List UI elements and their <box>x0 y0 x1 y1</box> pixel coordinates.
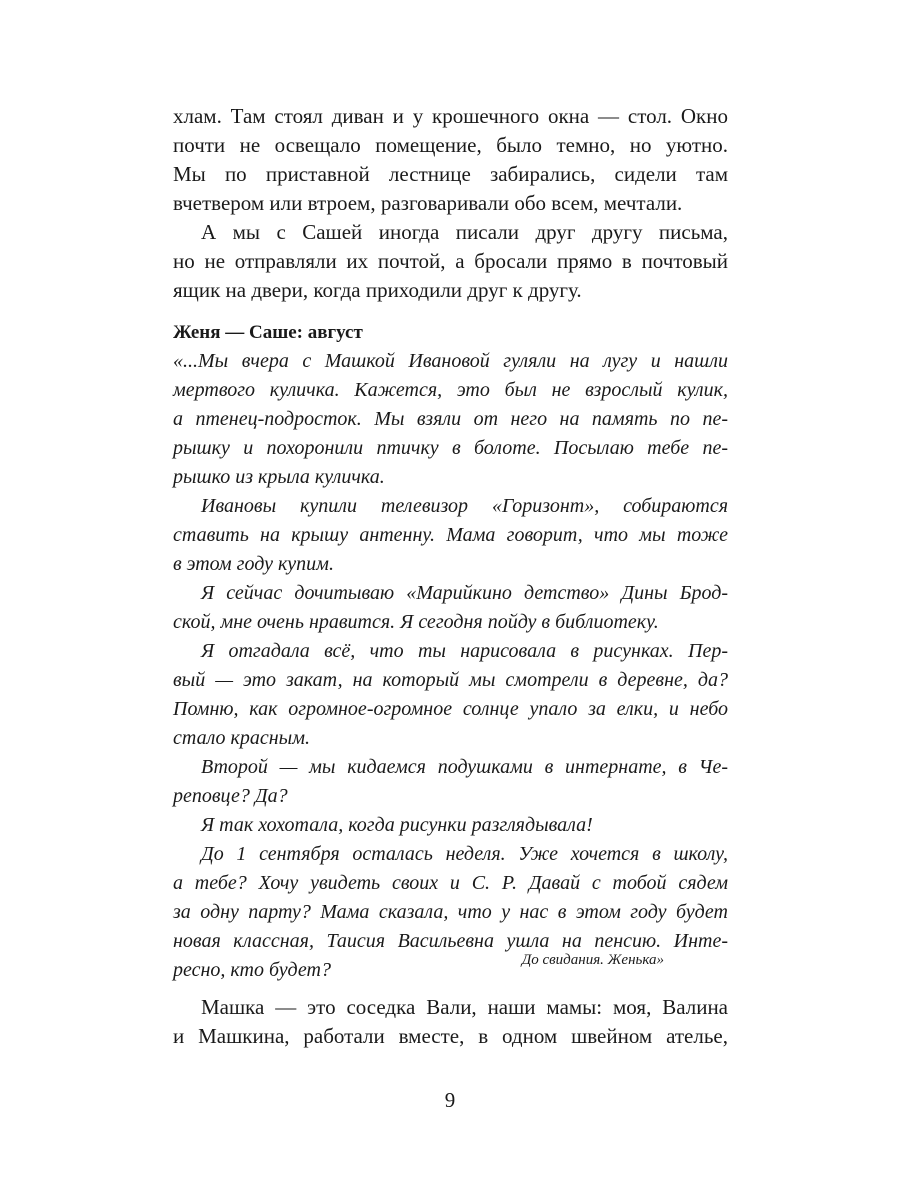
letter-line: мертвого куличка. Кажется, это был не взрослый кулик, <box>173 379 728 401</box>
text-line: и Машкина, работали вместе, в одном швейном ателье, <box>173 1024 728 1048</box>
letter-line: а тебе? Хочу увидеть своих и С. Р. Давай с тобой сядем <box>173 872 728 894</box>
letter-line: рышку и похоронили птичку в болоте. Посылаю тебе пе- <box>173 437 728 459</box>
letter-line: Я сейчас дочитываю «Марийкино детство» Дины Брод- <box>201 582 728 604</box>
letter-line: Второй — мы кидаемся подушками в интернате, в Че- <box>201 756 728 778</box>
letter-line: стало красным. <box>173 727 310 749</box>
text-line: но не отправляли их почтой, а бросали прямо в почтовый <box>173 249 728 273</box>
letter-line: в этом году купим. <box>173 553 334 575</box>
letter-line: До 1 сентября осталась неделя. Уже хочется в школу, <box>201 843 728 865</box>
text-line: Мы по приставной лестнице забирались, сидели там <box>173 162 728 186</box>
letter-line: а птенец-подросток. Мы взяли от него на память по пе- <box>173 408 728 430</box>
outro-paragraph <box>173 993 728 1051</box>
letter-line: «...Мы вчера с Машкой Ивановой гуляли на лугу и нашли <box>173 350 728 372</box>
letter-line: рышко из крыла куличка. <box>173 466 385 488</box>
letter-line: вый — это закат, на который мы смотрели в деревне, да? <box>173 669 728 691</box>
intro-paragraphs <box>173 102 728 305</box>
letter-line: Я отгадала всё, что ты нарисовала в рисунках. Пер- <box>201 640 728 662</box>
letter-heading: Женя — Саше: август <box>173 322 363 343</box>
text-line: почти не освещало помещение, было темно, но уютно. <box>173 133 728 157</box>
letter-line: ресно, кто будет? <box>173 959 331 981</box>
letter-body <box>173 347 728 985</box>
text-line: хлам. Там стоял диван и у крошечного окна — стол. Окно <box>173 104 728 128</box>
letter-line: новая классная, Таисия Васильевна ушла на пенсию. Инте- <box>173 930 728 952</box>
page-number: 9 <box>444 1088 456 1112</box>
text-line: ящик на двери, когда приходили друг к другу. <box>173 278 582 302</box>
letter-line: реповце? Да? <box>173 785 288 807</box>
letter-line: ставить на крышу антенну. Мама говорит, что мы тоже <box>173 524 728 546</box>
letter-signature: До свидания. Женька» <box>521 952 664 968</box>
text-line: Машка — это соседка Вали, наши мамы: моя, Валина <box>201 995 728 1019</box>
letter-line: ской, мне очень нравится. Я сегодня пойду в библиотеку. <box>173 611 659 633</box>
letter-line: за одну парту? Мама сказала, что у нас в этом году будет <box>173 901 728 923</box>
text-line: А мы с Сашей иногда писали друг другу письма, <box>201 220 728 244</box>
letter-line: Помню, как огромное-огромное солнце упало за елки, и небо <box>173 698 728 720</box>
letter-line: Я так хохотала, когда рисунки разглядывала! <box>201 814 593 836</box>
text-line: вчетвером или втроем, разговаривали обо всем, мечтали. <box>173 191 683 215</box>
letter-line: Ивановы купили телевизор «Горизонт», собираются <box>201 495 728 517</box>
